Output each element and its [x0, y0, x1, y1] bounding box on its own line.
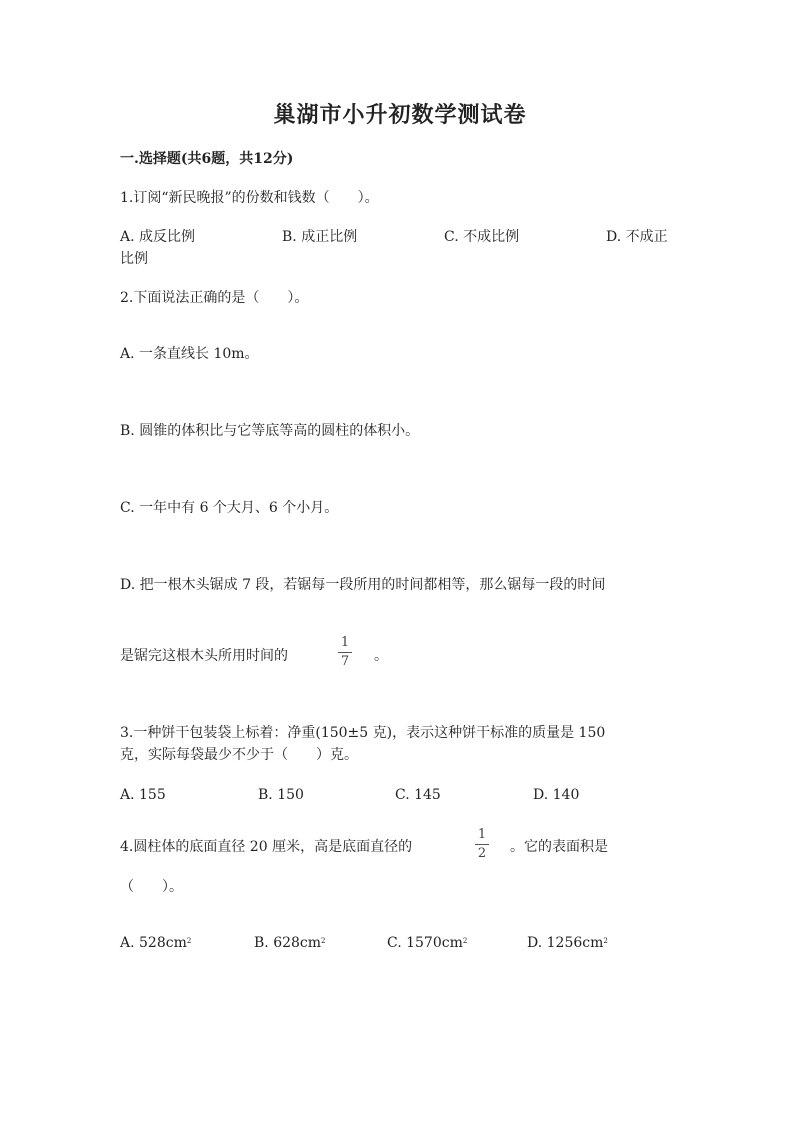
question-2-stem: 2.下面说法正确的是（ ）。	[120, 290, 309, 306]
question-2-option-c: C. 一年中有 6 个大月、6 个小月。	[120, 500, 339, 516]
unit-superscript: 2	[186, 937, 192, 945]
question-4-stem: 4.圆柱体的底面直径 20 厘米，高是底面直径的	[120, 839, 413, 855]
question-2-option-d-continued: 是锯完这根木头所用时间的	[120, 648, 288, 664]
question-1-option-d-continued: 比例	[120, 251, 148, 267]
option-text: C. 1570cm	[387, 935, 463, 951]
option-text: A. 528cm	[120, 935, 187, 951]
option-text: D. 1256cm	[527, 935, 604, 951]
question-3-option-a: A. 155	[120, 787, 166, 803]
fraction-denominator: 7	[340, 654, 350, 669]
question-4-option-a	[120, 934, 191, 952]
question-1-option-a: A. 成反比例	[120, 229, 196, 245]
unit-superscript: 2	[321, 937, 326, 945]
question-3-stem-line-2: 克，实际每袋最少不少于（ ）克。	[120, 747, 358, 763]
question-3-option-d: D. 140	[533, 787, 580, 803]
question-2-option-d: D. 把一根木头锯成 7 段，若锯每一段所用的时间都相等，那么锯每一段的时间	[120, 577, 606, 593]
question-2-option-b: B. 圆锥的体积比与它等底等高的圆柱的体积小。	[120, 423, 420, 439]
question-1-option-c: C. 不成比例	[444, 229, 520, 245]
question-1-option-d: D. 不成正	[606, 229, 668, 245]
page-title: 巢湖市小升初数学测试卷	[273, 102, 527, 128]
question-3-option-b: B. 150	[258, 787, 304, 803]
fraction-numerator: 1	[340, 635, 350, 650]
question-2-option-d-end: 。	[374, 648, 388, 664]
question-4-stem-end: 。它的表面积是	[510, 839, 608, 855]
section-heading: 一.选择题(共6题，共12分)	[120, 151, 294, 167]
fraction-bar	[338, 652, 352, 653]
question-4-option-b	[254, 934, 326, 952]
question-4-option-d	[527, 934, 608, 952]
fraction-bar	[475, 844, 489, 845]
question-1-option-b: B. 成正比例	[282, 229, 358, 245]
fraction-one-half	[475, 828, 489, 861]
question-3-option-c: C. 145	[395, 787, 441, 803]
unit-superscript: 2	[603, 937, 608, 945]
question-4-answer-paren: （ ）。	[120, 879, 183, 895]
question-1-stem: 1.订阅“新民晚报”的份数和钱数（ ）。	[120, 190, 379, 206]
fraction-denominator: 2	[477, 846, 487, 861]
question-3-stem-line-1: 3.一种饼干包装袋上标着：净重(150±5 克)，表示这种饼干标准的质量是 150	[120, 725, 606, 741]
fraction-one-seventh	[338, 636, 352, 669]
option-text: B. 628cm	[254, 935, 322, 951]
unit-superscript: 2	[462, 937, 468, 945]
fraction-numerator: 1	[477, 827, 487, 842]
question-4-option-c	[387, 934, 467, 952]
question-2-option-a: A. 一条直线长 10m。	[120, 346, 259, 362]
